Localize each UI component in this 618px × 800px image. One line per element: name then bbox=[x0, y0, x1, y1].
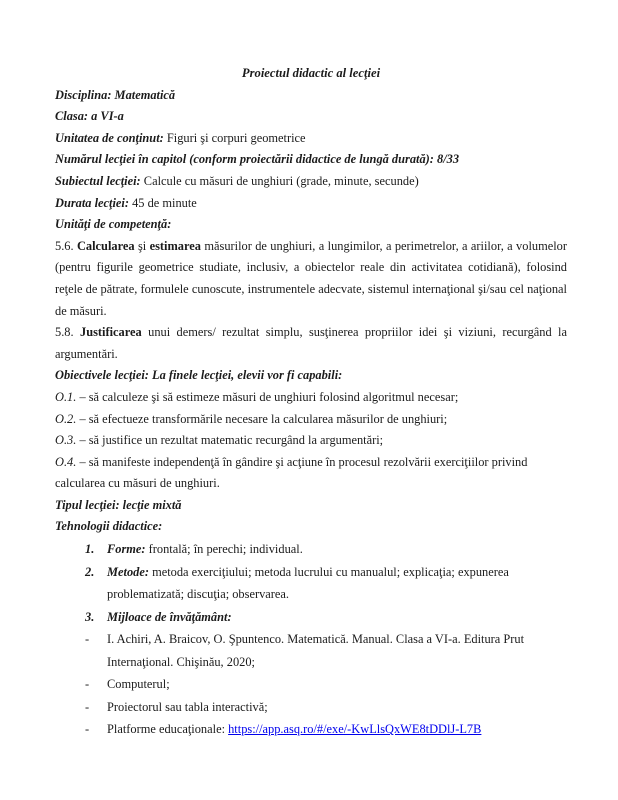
field-unitate-label: Unitatea de conţinut: bbox=[55, 130, 164, 145]
competenta-5-6-bold-2: estimarea bbox=[149, 238, 201, 253]
tehnologii-item-mijloace bbox=[85, 606, 567, 629]
tehnologii-forme-label: Forme: bbox=[107, 542, 149, 557]
mijloace-computerul-text: Computerul; bbox=[107, 677, 170, 692]
list-dash: - bbox=[85, 722, 90, 737]
field-durata-value: 45 de minute bbox=[129, 195, 197, 210]
competenta-5-6-bold-1: Calcularea bbox=[76, 238, 135, 253]
objective-1-id: O.1. bbox=[55, 389, 77, 404]
tehnologii-mijloace-label: Mijloace de învăţământ: bbox=[107, 609, 232, 624]
mijloace-platforme-text: Platforme educaţionale: bbox=[107, 722, 229, 737]
list-dash: - bbox=[85, 677, 90, 692]
competenta-5-6-text: măsurilor de unghiuri, a lungimilor, a perimetrelor, a ariilor, a volumelor (pentru figurile geometrice studiate, inclusiv, a obiectelor reale din activitatea cotidiană), folosind reţele de pătrate, formulele cunoscute, instrumentele adecvate, sistemul internaţional şi/sau cel naţional de măsuri. bbox=[55, 238, 567, 318]
mijloace-item-manual bbox=[85, 628, 567, 673]
tehnologii-metode-label: Metode: bbox=[107, 564, 153, 579]
field-subiectul-lectiei bbox=[55, 171, 567, 193]
mijloace-manual-text: I. Achiri, A. Braicov, O. Şpuntenco. Matematică. Manual. Clasa a VI-a. Editura Prut Internaţional. Chişinău, 2020; bbox=[107, 632, 525, 669]
list-dash: - bbox=[85, 632, 90, 647]
objective-1-text: – să calculeze şi să estimeze măsuri de unghiuri folosind algoritmul necesar; bbox=[76, 389, 459, 404]
paragraph-competenta-5-6 bbox=[55, 236, 567, 322]
field-subiect-label: Subiectul lecţiei: bbox=[55, 173, 141, 188]
objective-4-text: – să manifeste independenţă în gândire şi acţiune în procesul rezolvării exerciţiilor privind calcularea cu măsuri de unghiuri. bbox=[55, 454, 528, 491]
mijloace-item-proiectorul bbox=[85, 696, 567, 719]
list-number: 3. bbox=[85, 609, 95, 624]
tehnologii-item-forme bbox=[85, 538, 567, 561]
platforme-educationale-link[interactable]: https://app.asq.ro/#/exe/-KwLlsQxWE8tDDlJ-L7B bbox=[228, 722, 482, 737]
competenta-5-8-number: 5.8. bbox=[55, 325, 80, 340]
field-unitate-value: Figuri şi corpuri geometrice bbox=[163, 130, 306, 145]
field-durata-lectiei bbox=[55, 193, 567, 215]
field-disciplina: Disciplina: Matematică bbox=[55, 87, 176, 102]
field-numarul-lectiei: Numărul lecţiei în capitol (conform proiectării didactice de lungă durată): 8/33 bbox=[55, 152, 460, 167]
mijloace-proiectorul-text: Proiectorul sau tabla interactivă; bbox=[107, 699, 268, 714]
objective-4-id: O.4. bbox=[55, 454, 77, 469]
objective-item-4 bbox=[55, 452, 567, 495]
objective-item-1 bbox=[55, 387, 567, 409]
list-dash: - bbox=[85, 699, 90, 714]
field-clasa: Clasa: a VI-a bbox=[55, 109, 124, 124]
list-number: 2. bbox=[85, 564, 95, 579]
competenta-5-6-number: 5.6. bbox=[55, 238, 77, 253]
heading-unitati-competenta: Unităţi de competenţă: bbox=[55, 217, 172, 232]
competenta-5-8-text: unui demers/ rezultat simplu, susţinerea propriilor idei şi viziuni, recurgând la argumentări. bbox=[55, 325, 567, 361]
document-body bbox=[55, 63, 567, 741]
objective-2-id: O.2. bbox=[55, 411, 77, 426]
tehnologii-metode-text: metoda exerciţiului; metoda lucrului cu manualul; explicaţia; expunerea problematizată; discuţia; observarea. bbox=[107, 564, 509, 602]
heading-tehnologii-didactice: Tehnologii didactice: bbox=[55, 519, 163, 534]
objective-3-text: – să justifice un rezultat matematic recurgând la argumentări; bbox=[76, 433, 384, 448]
field-subiect-value: Calcule cu măsuri de unghiuri (grade, minute, secunde) bbox=[140, 173, 419, 188]
mijloace-item-computerul bbox=[85, 673, 567, 696]
competenta-5-8-bold-1: Justificarea bbox=[80, 325, 142, 340]
objective-item-2 bbox=[55, 409, 567, 431]
objective-2-text: – să efectueze transformările necesare la calcularea măsurilor de unghiuri; bbox=[76, 411, 448, 426]
objective-item-3 bbox=[55, 430, 567, 452]
paragraph-competenta-5-8 bbox=[55, 322, 567, 365]
field-unitate-de-continut bbox=[55, 128, 567, 150]
tehnologii-forme-text: frontală; în perechi; individual. bbox=[148, 542, 303, 557]
heading-obiectivele-lectiei: Obiectivele lecţiei: La finele lecţiei, elevii vor fi capabili: bbox=[55, 368, 343, 383]
document-title: Proiectul didactic al lecţiei bbox=[241, 66, 381, 80]
competenta-5-6-mid: şi bbox=[134, 238, 150, 253]
field-durata-label: Durata lecţiei: bbox=[55, 195, 129, 210]
tehnologii-item-metode bbox=[85, 561, 567, 606]
mijloace-item-platforme bbox=[85, 718, 567, 741]
list-number: 1. bbox=[85, 542, 95, 557]
objective-3-id: O.3. bbox=[55, 433, 77, 448]
field-tipul-lectiei: Tipul lecţiei: lecţie mixtă bbox=[55, 497, 182, 512]
